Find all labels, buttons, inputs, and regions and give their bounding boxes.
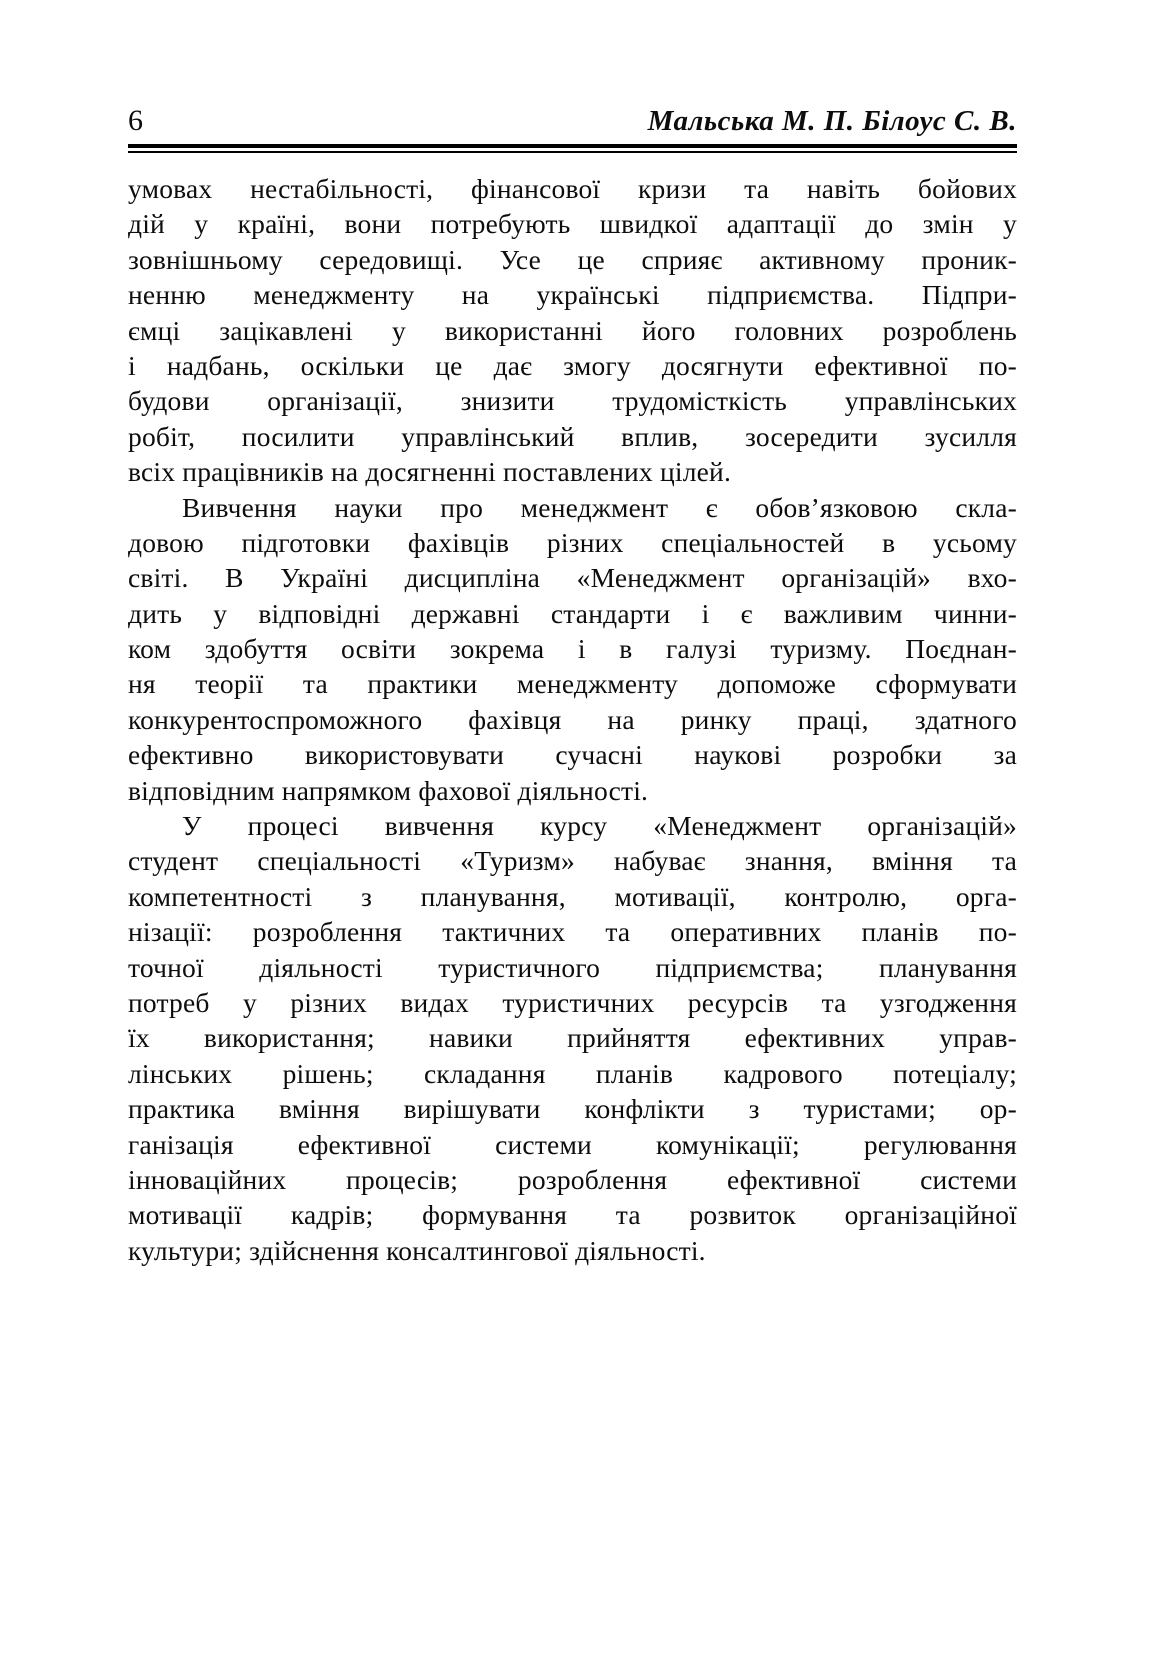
text-line: точної діяльності туристичного підприємства; планування	[128, 951, 1017, 983]
text-line: світі. В Україні дисципліна «Менеджмент організацій» вхо-	[128, 562, 1017, 594]
text-line: дій у країні, вони потребують швидкої адаптації до змін у	[128, 208, 1017, 240]
text-line: культури; здійснення консалтингової діяльності.	[128, 1234, 706, 1266]
text-line: потреб у різних видах туристичних ресурсів та узгодження	[128, 986, 1017, 1018]
text-line: інноваційних процесів; розроблення ефективної системи	[128, 1163, 1017, 1195]
header-rule-thin-line	[128, 151, 1017, 153]
text-line: і надбань, оскільки це дає змогу досягнути ефективної по-	[128, 349, 1017, 381]
text-line: мотивації кадрів; формування та розвиток організаційної	[128, 1199, 1017, 1231]
text-line: робіт, посилити управлінський вплив, зосередити зусилля	[128, 420, 1017, 452]
text-line: практика вміння вирішувати конфлікти з туристами; ор-	[128, 1093, 1017, 1125]
text-line: ня теорії та практики менеджменту допоможе сформувати	[128, 668, 1017, 700]
text-line: відповідним напрямком фахової діяльності.	[128, 774, 649, 806]
text-line: умовах нестабільності, фінансової кризи та навіть бойових	[128, 173, 1017, 204]
text-line: ганізація ефективної системи комунікації; регулювання	[128, 1128, 1017, 1160]
text-line: будови організації, знизити трудомісткість управлінських	[128, 385, 1017, 417]
paragraph	[128, 808, 1017, 1268]
text-line: конкурентоспроможного фахівця на ринку праці, здатного	[128, 703, 1017, 735]
text-line: лінських рішень; складання планів кадрового потеціалу;	[128, 1057, 1017, 1089]
text-line: зовнішньому середовищі. Усе це сприяє активному проник-	[128, 243, 1017, 275]
text-line: ємці зацікавлені у використанні його головних розроблень	[128, 314, 1017, 346]
paragraph	[128, 171, 1017, 490]
text-line: компетентності з планування, мотивації, контролю, орга-	[128, 880, 1017, 912]
text-line: довою підготовки фахівців різних спеціальностей в усьому	[128, 526, 1017, 558]
header-rule	[128, 144, 1017, 153]
paragraph	[128, 490, 1017, 809]
text-line: Вивчення науки про менеджмент є обов’язковою скла-	[182, 491, 1017, 523]
running-header	[128, 96, 1017, 138]
text-line: ефективно використовувати сучасні наукові розробки за	[128, 739, 1017, 771]
text-line: їх використання; навики прийняття ефективних управ-	[128, 1022, 1017, 1054]
body-text	[128, 171, 1017, 1268]
text-line: У процесі вивчення курсу «Менеджмент організацій»	[182, 810, 1017, 842]
text-line: нізації: розроблення тактичних та оперативних планів по-	[128, 916, 1017, 948]
page-number: 6	[128, 104, 143, 137]
text-line: всіх працівників на досягненні поставлених цілей.	[128, 456, 732, 488]
text-line: ком здобуття освіти зокрема і в галузі туризму. Поєднан-	[128, 633, 1017, 665]
text-line: дить у відповідні державні стандарти і є важливим чинни-	[128, 597, 1017, 629]
text-line: ненню менеджменту на українські підприємства. Підпри-	[128, 279, 1017, 311]
running-header-author: Мальська М. П. Білоус С. В.	[647, 105, 1017, 137]
text-line: студент спеціальності «Туризм» набуває знання, вміння та	[128, 845, 1017, 877]
